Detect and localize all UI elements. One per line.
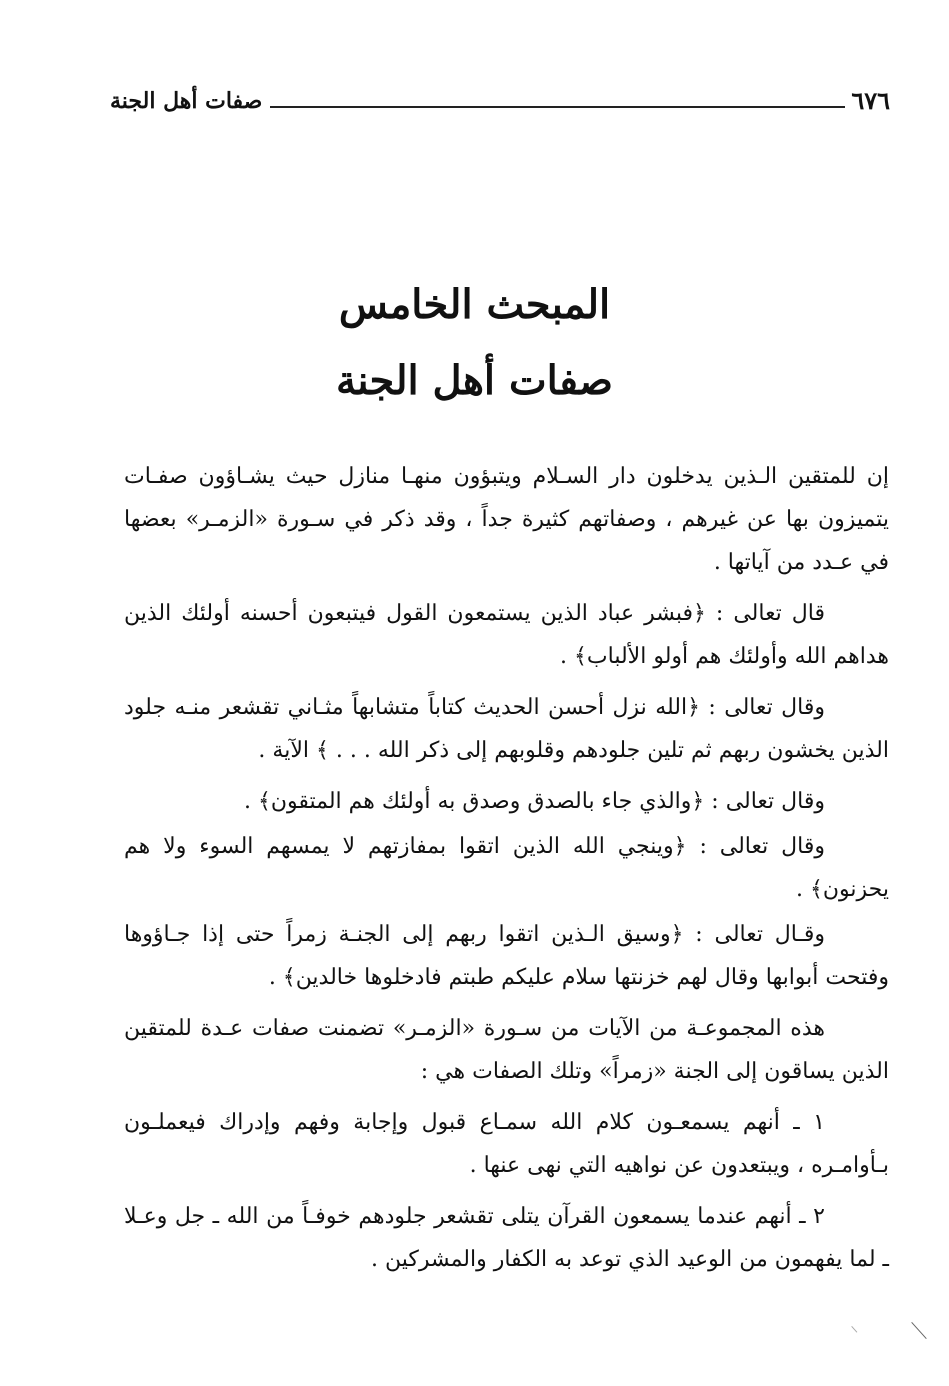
paragraph-point-2: ٢ ـ أنهم عندما يسمعون القرآن يتلى تقشعر جلودهم خوفـاً من الله ـ جل وعـلا ـ لما يفهمون من الوعيد الذي توعد به الكفار والمشركين . — [124, 1204, 889, 1272]
scan-mark-small — [851, 1326, 857, 1333]
body-text — [124, 455, 889, 1289]
paragraph-point-1: ١ ـ أنهم يسمعـون كلام الله سمـاع قبول وإجابة وفهم وإدراك فيعملـون بـأوامـره ، ويبتعدون عن نواهيه التي نهى عنها . — [124, 1110, 889, 1178]
paragraph-summary: هذه المجموعـة من الآيات من سـورة «الزمـر» تضمنت صفات عـدة للمتقين الذين يساقون إلى الجنة «زمراً» وتلك الصفات هي : — [124, 1016, 889, 1084]
scan-mark — [911, 1322, 926, 1339]
header-rule — [270, 106, 845, 108]
running-header — [110, 84, 890, 118]
paragraph-verse-5: وقـال تعالى : ﴿وسيق الـذين اتقوا ربهم إلى الجنـة زمراً حتى إذا جـاؤوها وفتحت أبوابها وقال لهم خزنتها سلام عليكم طبتم فادخلوها خالدين﴾ . — [124, 922, 889, 990]
paragraph-verse-1: قال تعالى : ﴿فبشر عباد الذين يستمعون القول فيتبعون أحسنه أولئك الذين هداهم الله وأولئك هم أولو الألباب﴾ . — [124, 601, 889, 669]
page-number: ٦٧٦ — [851, 86, 890, 115]
chapter-title: صفات أهل الجنة — [335, 357, 614, 404]
paragraph-verse-2: وقال تعالى : ﴿الله نزل أحسن الحديث كتاباً متشابهاً مثـاني تقشعر منـه جلود الذين يخشون ربهم ثم تلين جلودهم وقلوبهم إلى ذكر الله . . . ﴾ الآية . — [124, 695, 889, 763]
paragraph-verse-3: وقال تعالى : ﴿والذي جاء بالصدق وصدق به أولئك هم المتقون﴾ . — [243, 789, 825, 814]
section-label: المبحث الخامس — [338, 281, 611, 328]
running-title: صفات أهل الجنة — [110, 88, 263, 114]
paragraph-intro: إن للمتقين الـذين يدخلون دار السـلام ويتبؤون منهـا منازل حيث يشـاؤون صفـات يتميزون بها عن غيرهم ، وصفاتهم كثيرة جداً ، وقد ذكر في سـورة «الزمـر» بعضها في عـدد من آياتها . — [124, 464, 889, 575]
paragraph-verse-4: وقال تعالى : ﴿وينجي الله الذين اتقوا بمفازتهم لا يمسهم السوء ولا هم يحزنون﴾ . — [124, 834, 889, 902]
title-block — [0, 281, 949, 404]
